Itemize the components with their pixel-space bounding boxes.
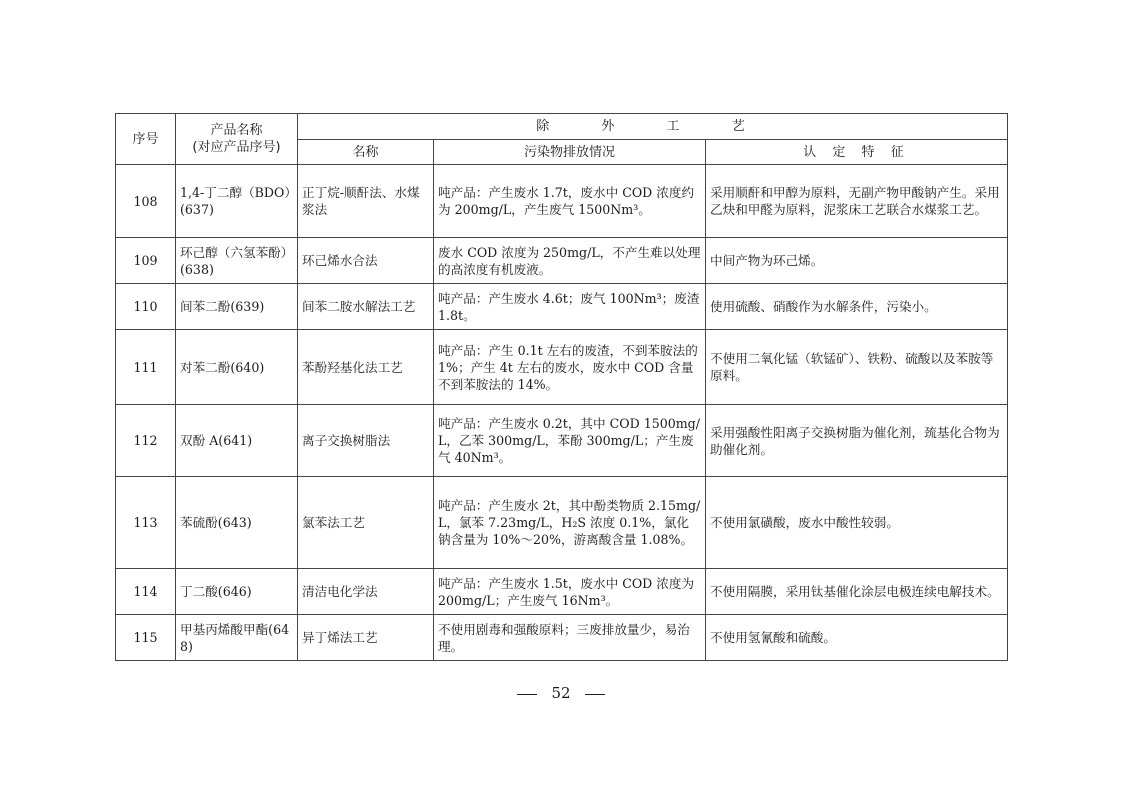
cell-process: 氯苯法工艺 [298,477,434,569]
cell-product: 甲基丙烯酸甲酯(648) [176,615,298,661]
cell-feature: 不使用氢氰酸和硫酸。 [706,615,1008,661]
cell-pollution: 吨产品：产生废水 1.7t，废水中 COD 浓度约为 200mg/L，产生废气 1500Nm³。 [434,165,706,238]
table-row [116,405,1008,477]
header-process-name: 名称 [298,140,434,165]
table-row [116,569,1008,615]
header-product-name: 产品名称 [210,123,263,138]
cell-product: 对苯二酚(640) [176,330,298,405]
cell-feature: 中间产物为环己烯。 [706,238,1008,284]
cell-product: 双酚 A(641) [176,405,298,477]
dash-left [517,694,537,695]
cell-process: 苯酚羟基化法工艺 [298,330,434,405]
header-feature: 认 定 特 征 [706,140,1008,165]
dash-right [585,694,605,695]
cell-seq: 109 [116,238,176,284]
header-product-seq: (对应产品序号) [192,140,281,155]
cell-feature: 使用硫酸、硝酸作为水解条件，污染小。 [706,284,1008,330]
cell-process: 离子交换树脂法 [298,405,434,477]
cell-pollution: 吨产品：产生废水 1.5t，废水中 COD 浓度为 200mg/L；产生废气 16Nm³。 [434,569,706,615]
header-pollution: 污染物排放情况 [434,140,706,165]
process-table [115,113,1008,661]
cell-process: 环己烯水合法 [298,238,434,284]
cell-product: 丁二酸(646) [176,569,298,615]
cell-seq: 110 [116,284,176,330]
cell-product: 间苯二酚(639) [176,284,298,330]
cell-pollution: 吨产品：产生废水 4.6t；废气 100Nm³；废渣 1.8t。 [434,284,706,330]
cell-process: 正丁烷-顺酐法、水煤浆法 [298,165,434,238]
cell-feature: 采用强酸性阳离子交换树脂为催化剂，巯基化合物为助催化剂。 [706,405,1008,477]
cell-seq: 111 [116,330,176,405]
cell-feature: 不使用隔膜，采用钛基催化涂层电极连续电解技术。 [706,569,1008,615]
cell-feature: 不使用二氧化锰（软锰矿）、铁粉、硫酸以及苯胺等原料。 [706,330,1008,405]
cell-pollution: 不使用剧毒和强酸原料；三废排放量少，易治理。 [434,615,706,661]
cell-pollution: 吨产品：产生废水 2t，其中酚类物质 2.15mg/L，氯苯 7.23mg/L，H₂S 浓度 0.1%，氯化钠含量为 10%～20%，游离酸含量 1.08%。 [434,477,706,569]
cell-feature: 采用顺酐和甲醇为原料，无副产物甲酸钠产生。采用乙炔和甲醛为原料，泥浆床工艺联合水煤浆工艺。 [706,165,1008,238]
cell-seq: 108 [116,165,176,238]
page-footer [0,684,1122,702]
cell-product: 环己醇（六氢苯酚）(638) [176,238,298,284]
header-excluded-process: 除 外 工 艺 [298,114,1008,140]
table-row [116,238,1008,284]
table-row [116,284,1008,330]
cell-product: 1,4-丁二醇（BDO）(637) [176,165,298,238]
page-number: 52 [551,684,571,702]
cell-seq: 113 [116,477,176,569]
cell-process: 间苯二胺水解法工艺 [298,284,434,330]
cell-seq: 112 [116,405,176,477]
table-row [116,477,1008,569]
table-row [116,615,1008,661]
cell-feature: 不使用氯磺酸，废水中酸性较弱。 [706,477,1008,569]
header-product [176,114,298,165]
cell-pollution: 吨产品：产生废水 0.2t，其中 COD 1500mg/L，乙苯 300mg/L，苯酚 300mg/L；产生废气 40Nm³。 [434,405,706,477]
header-seq: 序号 [116,114,176,165]
cell-pollution: 废水 COD 浓度为 250mg/L，不产生难以处理的高浓度有机废液。 [434,238,706,284]
cell-seq: 114 [116,569,176,615]
cell-seq: 115 [116,615,176,661]
cell-product: 苯硫酚(643) [176,477,298,569]
cell-process: 清洁电化学法 [298,569,434,615]
table-row [116,330,1008,405]
table-row [116,165,1008,238]
cell-pollution: 吨产品：产生 0.1t 左右的废渣，不到苯胺法的 1%；产生 4t 左右的废水，废水中 COD 含量不到苯胺法的 14%。 [434,330,706,405]
cell-process: 异丁烯法工艺 [298,615,434,661]
